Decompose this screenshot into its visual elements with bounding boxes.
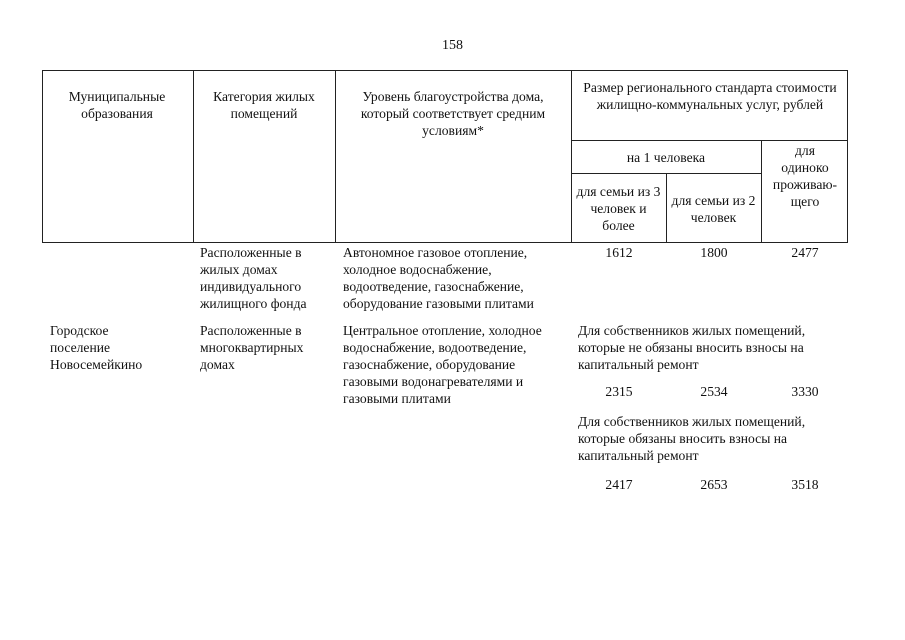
header-family-3-plus: для семьи из 3 человек и более bbox=[576, 184, 661, 233]
row-2-b-single-value: 3518 bbox=[791, 477, 819, 492]
column-divider-5 bbox=[761, 140, 762, 243]
row-1-amenities: Автономное газовое отопление, холодное водоснабжение, водоотведение, газоснабжение, оборудование газовыми плитами bbox=[343, 245, 534, 311]
row-1-single-value: 2477 bbox=[791, 245, 819, 260]
row-2-a-single-value: 3330 bbox=[791, 384, 819, 399]
header-standard-size: Размер регионального стандарта стоимости жилищно-коммунальных услуг, рублей bbox=[583, 80, 837, 112]
municipality-name: Городское поселение Новосемейкино bbox=[50, 323, 143, 372]
row-2-note-no-capital-repair: Для собственников жилых помещений, которые не обязаны вносить взносы на капитальный ремонт bbox=[578, 323, 806, 372]
table-left-border bbox=[42, 70, 43, 243]
column-divider-2 bbox=[335, 70, 336, 243]
page-number: 158 bbox=[442, 38, 463, 53]
row-1-category: Расположенные в жилых домах индивидуального жилищного фонда bbox=[200, 245, 307, 311]
header-single: для одиноко проживаю-щего bbox=[772, 143, 838, 209]
table-top-border bbox=[42, 70, 848, 71]
header-family-2: для семьи из 2 человек bbox=[671, 193, 756, 225]
row-2-a-family-3-plus-value: 2315 bbox=[605, 384, 633, 399]
per-person-top-border bbox=[571, 140, 848, 141]
row-1-family-2-value: 1800 bbox=[700, 245, 728, 260]
row-1-family-3-plus-value: 1612 bbox=[605, 245, 633, 260]
row-2-b-family-2-value: 2653 bbox=[700, 477, 728, 492]
column-divider-4 bbox=[666, 173, 667, 243]
column-divider-1 bbox=[193, 70, 194, 243]
header-bottom-border bbox=[42, 242, 848, 243]
header-amenities: Уровень благоустройства дома, который соответствует средним условиям* bbox=[360, 89, 546, 138]
table-right-border bbox=[847, 70, 848, 243]
header-municipality: Муниципальные образования bbox=[68, 89, 166, 121]
row-2-a-family-2-value: 2534 bbox=[700, 384, 728, 399]
row-2-category: Расположенные в многоквартирных домах bbox=[200, 323, 304, 372]
header-category: Категория жилых помещений bbox=[213, 89, 315, 121]
header-per-person: на 1 человека bbox=[626, 150, 706, 165]
row-2-b-family-3-plus-value: 2417 bbox=[605, 477, 633, 492]
row-2-amenities: Центральное отопление, холодное водоснабжение, водоотведение, газоснабжение, оборудование газовыми водонагревателями и газовыми плитами bbox=[343, 323, 542, 406]
row-2-note-capital-repair: Для собственников жилых помещений, которые обязаны вносить взносы на капитальный ремонт bbox=[578, 414, 806, 463]
